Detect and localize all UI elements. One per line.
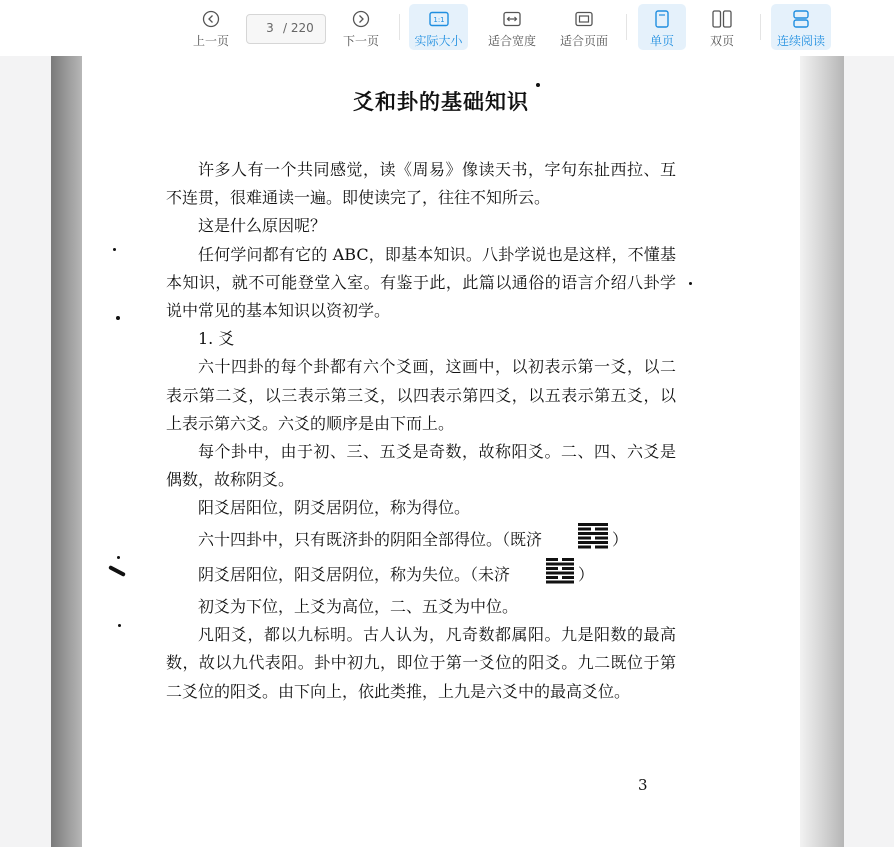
paragraph: 每个卦中，由于初、三、五爻是奇数，故称阳爻。二、四、六爻是偶数，故称阴爻。 xyxy=(166,442,676,490)
single-page-label: 单页 xyxy=(649,34,674,48)
continuous-scroll-icon xyxy=(792,8,810,30)
actual-size-button[interactable] xyxy=(409,4,468,50)
arrow-left-circle-icon xyxy=(202,8,220,30)
paragraph: 许多人有一个共同感觉，读《周易》像读天书，字句东扯西拉、互不连贯，很难通读一遍。即使读完了，往往不知所云。 xyxy=(166,160,676,208)
actual-size-label: 实际大小 xyxy=(414,34,463,48)
scan-edge-shadow xyxy=(800,56,844,847)
scanned-page xyxy=(82,56,800,847)
scan-speck xyxy=(689,282,692,285)
paragraph: 凡阳爻，都以九标明。古人认为，凡奇数都属阳。九是阳数的最高数，故以九代表阳。卦中初九，即位于第一爻位的阳爻。九二既位于第二爻位的阳爻。由下向上，依此类推，上九是六爻中的最高爻位。 xyxy=(166,625,676,701)
paragraph xyxy=(166,523,676,558)
section-heading: 1. 爻 xyxy=(198,329,235,349)
next-page-button[interactable] xyxy=(338,4,384,50)
actual-size-icon xyxy=(429,8,449,30)
paragraph-text-end: ） xyxy=(578,564,595,584)
next-page-label: 下一页 xyxy=(342,34,379,48)
fit-width-icon xyxy=(503,8,521,30)
paragraph: 初爻为下位，上爻为高位，二、五爻为中位。 xyxy=(198,597,519,617)
page-number: 3 xyxy=(638,776,648,794)
fit-page-icon xyxy=(575,8,593,30)
single-page-button[interactable] xyxy=(638,4,686,50)
total-pages: / 220 xyxy=(283,21,314,35)
scan-speck xyxy=(118,624,121,627)
jiji-hexagram-icon xyxy=(546,523,608,558)
toolbar-divider xyxy=(626,14,627,40)
toolbar xyxy=(0,0,894,56)
scan-speck xyxy=(116,316,120,320)
paragraph-text: 阴爻居阳位，阳爻居阴位，称为失位。（未济 xyxy=(198,564,511,584)
single-page-icon xyxy=(654,8,670,30)
paragraph: 这是什么原因呢？ xyxy=(198,216,327,236)
page-body xyxy=(166,156,676,706)
arrow-right-circle-icon xyxy=(352,8,370,30)
paragraph-text: 六十四卦中，只有既济卦的阴阳全部得位。（既济 xyxy=(198,529,543,549)
actual-size-badge: 1:1 xyxy=(432,16,445,24)
scan-speck xyxy=(113,248,116,251)
page-number-field[interactable] xyxy=(246,14,326,44)
document-viewer[interactable] xyxy=(51,56,844,847)
scan-speck xyxy=(536,83,540,87)
continuous-reading-button[interactable] xyxy=(771,4,831,50)
scan-speck xyxy=(117,556,120,559)
paragraph-text-end: ） xyxy=(612,529,629,549)
prev-page-label: 上一页 xyxy=(192,34,229,48)
fit-width-label: 适合宽度 xyxy=(487,34,536,48)
fit-page-label: 适合页面 xyxy=(559,34,608,48)
prev-page-button[interactable] xyxy=(188,4,234,50)
page-title: 爻和卦的基础知识 xyxy=(353,89,529,114)
scan-speck xyxy=(108,565,126,577)
double-page-icon xyxy=(712,8,732,30)
toolbar-divider xyxy=(399,14,400,40)
fit-width-button[interactable] xyxy=(484,4,540,50)
paragraph xyxy=(166,558,676,593)
fit-page-button[interactable] xyxy=(556,4,612,50)
current-page-input[interactable]: 3 xyxy=(266,21,274,35)
paragraph: 阳爻居阳位，阴爻居阴位，称为得位。 xyxy=(198,498,471,518)
weiji-hexagram-icon xyxy=(514,558,574,593)
double-page-label: 双页 xyxy=(709,34,734,48)
paragraph: 六十四卦的每个卦都有六个爻画，这画中，以初表示第一爻，以二表示第二爻，以三表示第三爻，以四表示第四爻，以五表示第五爻，以上表示第六爻。六爻的顺序是由下而上。 xyxy=(166,357,676,433)
double-page-button[interactable] xyxy=(698,4,746,50)
paragraph: 任何学问都有它的 ABC，即基本知识。八卦学说也是这样，不懂基本知识，就不可能登堂入室。有鉴于此，此篇以通俗的语言介绍八卦学说中常见的基本知识以资初学。 xyxy=(166,244,676,321)
toolbar-divider xyxy=(760,14,761,40)
continuous-reading-label: 连续阅读 xyxy=(776,34,825,48)
